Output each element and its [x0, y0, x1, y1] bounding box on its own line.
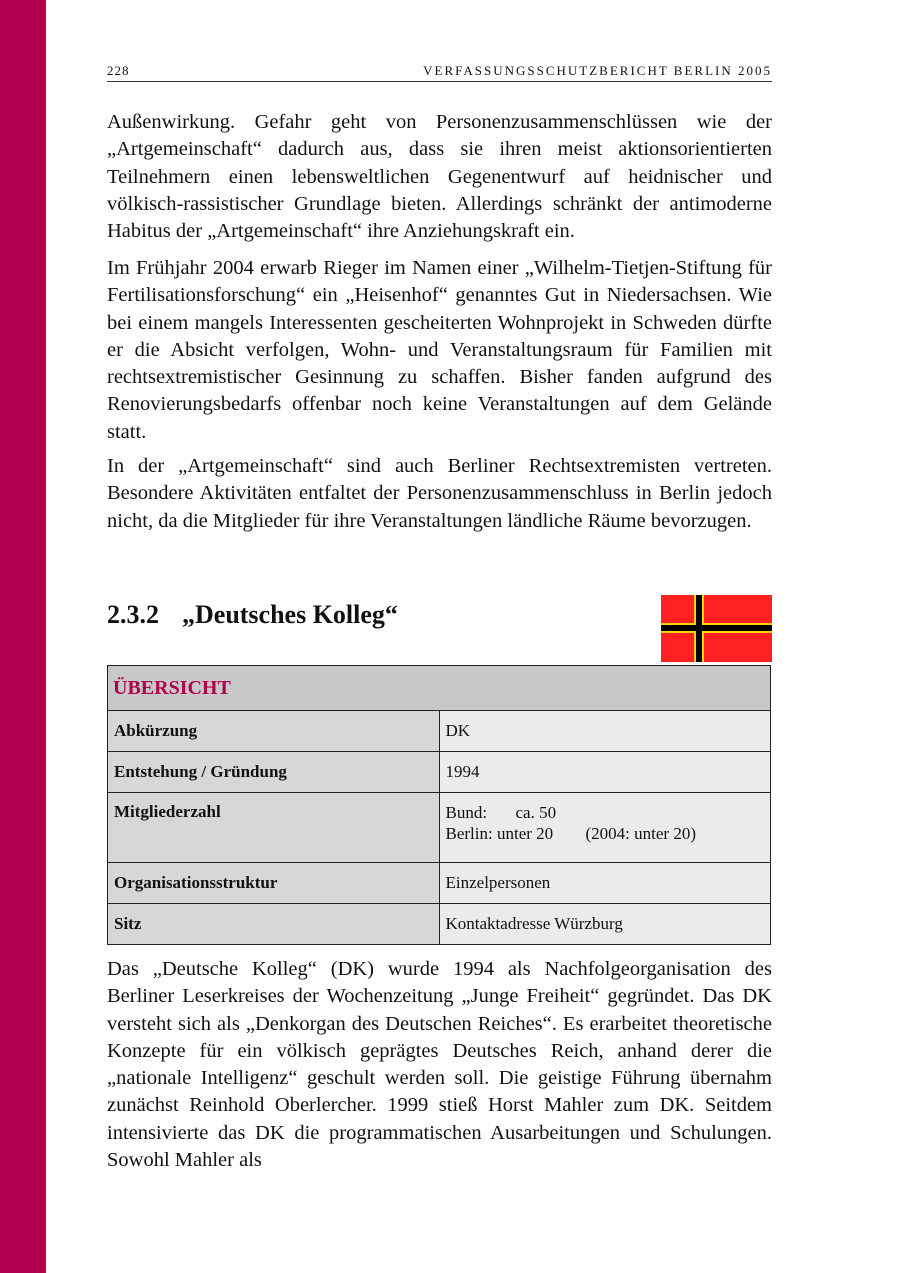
table-row — [108, 711, 771, 752]
overview-table — [107, 665, 771, 945]
running-title: VERFASSUNGSSCHUTZBERICHT BERLIN 2005 — [423, 63, 772, 78]
paragraph-1: Außenwirkung. Gefahr geht von Personenzusammenschlüssen wie der „Artgemeinschaft“ dadurch aus, dass sie ihren meist aktionsorientierten Teilnehmern einen lebensweltlichen Gegenentwurf auf heidnischer und völkisch-rassistischer Grundlage bieten. Allerdings schränkt der antimoderne Habitus der „Artgemeinschaft“ ihre Anziehungskraft ein. — [107, 111, 772, 243]
structure-label: Organisationsstruktur — [108, 863, 440, 904]
section-number: 2.3.2 — [107, 600, 159, 629]
paragraph-3: In der „Artgemeinschaft“ sind auch Berliner Rechtsextremisten vertreten. Besondere Aktivitäten entfaltet der Personenzusammenschluss in Berlin jedoch nicht, da die Mitglieder für ihre Veranstaltungen ländliche Räume bevorzugen. — [107, 455, 772, 532]
section-heading — [107, 600, 398, 630]
paragraph-4: Das „Deutsche Kolleg“ (DK) wurde 1994 als Nachfolgeorganisation des Berliner Leserkreises der Wochenzeitung „Junge Freiheit“ gegründet. Das DK versteht sich als „Denkorgan des Deutschen Reiches“. Es erarbeitet theoretische Konzepte für ein völkisch geprägtes Deutsches Reich, anhand derer die „nationale Intelligenz“ geschult werden soll. Die geistige Führung übernahm zunächst Reinhold Oberlercher. 1999 stieß Horst Mahler zum DK. Seitdem intensivierte das DK die programmatischen Ausarbeitungen und Schulungen. Sowohl Mahler als — [107, 958, 772, 1172]
paragraph-2: Im Frühjahr 2004 erwarb Rieger im Namen einer „Wilhelm-Tietjen-Stiftung für Fertilisationsforschung“ ein „Heisenhof“ genanntes Gut in Niedersachsen. Wie bei einem mangels Interessenten gescheiterten Wohnprojekt in Schweden dürfte er die Absicht verfolgen, Wohn- und Veranstaltungsraum für Familien mit rechtsextremistischer Gesinnung zu schaffen. Bisher fanden aufgrund des Renovierungsbedarfs offenbar noch keine Veranstaltungen auf dem Gelände statt. — [107, 257, 772, 443]
table-row — [108, 793, 771, 863]
overview-heading: ÜBERSICHT — [108, 666, 771, 711]
abbreviation-value: DK — [439, 711, 771, 752]
flag-cross-horizontal — [661, 625, 772, 631]
table-row — [108, 752, 771, 793]
founding-label: Entstehung / Gründung — [108, 752, 440, 793]
members-bund-value: ca. 50 — [515, 803, 557, 822]
seat-value: Kontaktadresse Würzburg — [439, 904, 771, 945]
table-row — [108, 863, 771, 904]
members-berlin-label: Berlin: unter 20 — [445, 824, 554, 843]
members-bund-label: Bund: — [445, 803, 488, 822]
side-color-bar — [0, 0, 46, 1273]
page-number: 228 — [107, 63, 130, 78]
table-row — [108, 904, 771, 945]
section-title: „Deutsches Kolleg“ — [182, 600, 398, 629]
members-value — [439, 793, 771, 863]
structure-value: Einzelpersonen — [439, 863, 771, 904]
founding-value: 1994 — [439, 752, 771, 793]
wirth-flag-image — [661, 595, 772, 662]
seat-label: Sitz — [108, 904, 440, 945]
page-header — [107, 63, 772, 82]
members-label: Mitgliederzahl — [108, 793, 440, 863]
abbreviation-label: Abkürzung — [108, 711, 440, 752]
members-berlin-previous: (2004: unter 20) — [585, 824, 696, 843]
